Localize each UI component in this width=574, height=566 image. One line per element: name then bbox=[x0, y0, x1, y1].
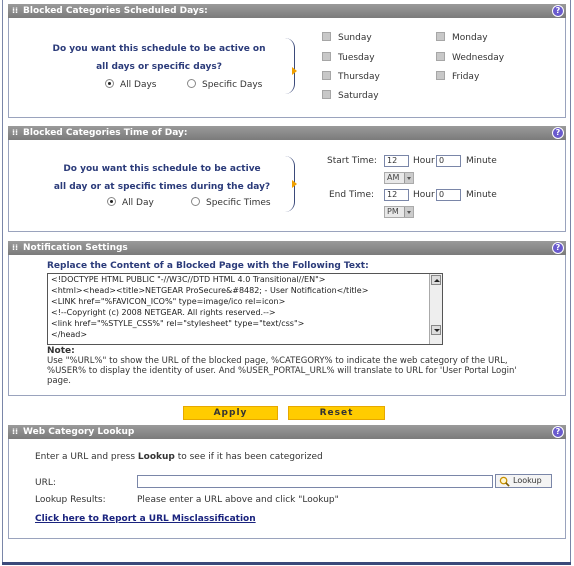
day-label: Saturday bbox=[338, 91, 379, 101]
time-of-day-question bbox=[47, 160, 277, 196]
minute-label: Minute bbox=[466, 156, 497, 166]
time-of-day-header bbox=[8, 126, 566, 140]
day-label: Sunday bbox=[338, 33, 372, 43]
day-label: Thursday bbox=[338, 72, 380, 82]
scheduled-days-title: Blocked Categories Scheduled Days: bbox=[23, 6, 208, 16]
help-icon[interactable]: ? bbox=[552, 242, 564, 254]
textarea-scrollbar[interactable] bbox=[429, 274, 442, 344]
start-minute-input[interactable]: 0 bbox=[436, 155, 461, 167]
grip-icon: ⁞⁞ bbox=[12, 427, 19, 436]
arrow-icon bbox=[292, 180, 297, 188]
textarea-line: <html><head><title>NETGEAR ProSecure&#8482; - User Notification</title> bbox=[51, 286, 369, 295]
reset-button[interactable]: Reset bbox=[288, 406, 385, 420]
lookup-header bbox=[8, 425, 566, 439]
day-checkbox-saturday[interactable] bbox=[322, 90, 379, 101]
radio-selected-icon bbox=[105, 79, 114, 88]
day-checkbox-monday[interactable] bbox=[436, 32, 488, 43]
all-days-label: All Days bbox=[120, 80, 157, 90]
specific-days-radio[interactable] bbox=[187, 79, 262, 90]
notification-header bbox=[8, 241, 566, 255]
all-day-label: All Day bbox=[122, 198, 154, 208]
specific-times-label: Specific Times bbox=[206, 198, 271, 208]
textarea-line: <!DOCTYPE HTML PUBLIC "-//W3C//DTD HTML 4.0 Transitional//EN"> bbox=[51, 275, 326, 284]
textarea-line: <LINK href="%FAVICON_ICO%" type=image/ico rel=icon> bbox=[51, 297, 286, 306]
blocked-page-textarea[interactable] bbox=[47, 273, 443, 345]
lookup-results-text: Please enter a URL above and click "Lookup" bbox=[137, 495, 339, 505]
page-bottom-border bbox=[2, 562, 571, 565]
note-text bbox=[47, 356, 557, 386]
question-line: all day or at specific times during the day? bbox=[53, 182, 271, 192]
question-line: all days or specific days? bbox=[96, 62, 222, 72]
lookup-intro bbox=[35, 452, 323, 462]
lookup-button-label: Lookup bbox=[513, 476, 542, 485]
lookup-intro-text: to see if it has been categorized bbox=[174, 452, 323, 462]
textarea-line: <!--Copyright (c) 2008 NETGEAR. All rights reserved.--> bbox=[51, 308, 276, 317]
notification-title: Notification Settings bbox=[23, 243, 128, 253]
note-line: page. bbox=[47, 376, 71, 386]
hour-label: Hour bbox=[413, 190, 435, 200]
grip-icon: ⁞⁞ bbox=[12, 128, 19, 137]
all-days-radio[interactable] bbox=[105, 79, 156, 90]
url-input[interactable] bbox=[137, 475, 493, 488]
chevron-down-icon bbox=[404, 207, 413, 217]
note-line: Use "%URL%" to show the URL of the blocked page, %CATEGORY% to indicate the web category of the URL, bbox=[47, 356, 508, 366]
start-hour-input[interactable]: 12 bbox=[384, 155, 409, 167]
day-label: Friday bbox=[452, 72, 480, 82]
magnifier-icon bbox=[499, 476, 510, 487]
notification-panel bbox=[8, 255, 566, 396]
url-label: URL: bbox=[35, 478, 56, 488]
checkbox-icon bbox=[436, 52, 445, 61]
day-checkbox-friday[interactable] bbox=[436, 71, 479, 82]
start-ampm-value: AM bbox=[387, 173, 400, 182]
help-icon[interactable]: ? bbox=[552, 127, 564, 139]
lookup-panel bbox=[8, 439, 566, 539]
scroll-down-icon[interactable] bbox=[431, 325, 441, 335]
hour-label: Hour bbox=[413, 156, 435, 166]
checkbox-icon bbox=[436, 71, 445, 80]
scheduled-days-header bbox=[8, 4, 566, 18]
checkbox-icon bbox=[322, 90, 331, 99]
specific-days-label: Specific Days bbox=[202, 80, 263, 90]
specific-times-radio[interactable] bbox=[191, 197, 271, 208]
end-ampm-value: PM bbox=[387, 207, 399, 216]
day-label: Monday bbox=[452, 33, 488, 43]
start-time-label: Start Time: bbox=[327, 156, 377, 166]
day-checkbox-wednesday[interactable] bbox=[436, 52, 504, 63]
chevron-down-icon bbox=[404, 173, 413, 183]
brace-divider bbox=[285, 38, 295, 94]
checkbox-icon bbox=[436, 32, 445, 41]
time-of-day-panel bbox=[8, 140, 566, 232]
day-checkbox-thursday[interactable] bbox=[322, 71, 380, 82]
day-label: Wednesday bbox=[452, 53, 505, 63]
radio-selected-icon bbox=[107, 197, 116, 206]
radio-icon bbox=[187, 79, 196, 88]
end-time-label: End Time: bbox=[329, 190, 375, 200]
radio-icon bbox=[191, 197, 200, 206]
arrow-icon bbox=[292, 67, 297, 75]
minute-label: Minute bbox=[466, 190, 497, 200]
lookup-button[interactable] bbox=[495, 474, 552, 488]
all-day-radio[interactable] bbox=[107, 197, 154, 208]
report-misclassification-link[interactable]: Click here to Report a URL Misclassification bbox=[35, 514, 256, 524]
lookup-intro-bold: Lookup bbox=[137, 452, 175, 462]
scroll-up-icon[interactable] bbox=[431, 275, 441, 285]
day-checkbox-tuesday[interactable] bbox=[322, 52, 375, 63]
checkbox-icon bbox=[322, 52, 331, 61]
question-line: Do you want this schedule to be active on bbox=[52, 44, 266, 54]
question-line: Do you want this schedule to be active bbox=[63, 164, 261, 174]
lookup-title: Web Category Lookup bbox=[23, 427, 135, 437]
blocked-page-text-title: Replace the Content of a Blocked Page with the Following Text: bbox=[47, 261, 369, 271]
start-ampm-select[interactable] bbox=[384, 172, 414, 184]
end-hour-input[interactable]: 12 bbox=[384, 189, 409, 201]
lookup-results-label: Lookup Results: bbox=[35, 495, 106, 505]
help-icon[interactable]: ? bbox=[552, 426, 564, 438]
textarea-line: </head> bbox=[51, 330, 88, 339]
note-line: %USER% to display the identity of user. And %USER_PORTAL_URL% will translate to URL for 'User Portal Login' bbox=[47, 366, 517, 376]
scheduled-days-question bbox=[49, 40, 269, 76]
day-label: Tuesday bbox=[338, 53, 375, 63]
textarea-line: <link href="%STYLE_CSS%" rel="stylesheet" type="text/css"> bbox=[51, 319, 305, 328]
note-label: Note: bbox=[47, 346, 75, 356]
day-checkbox-sunday[interactable] bbox=[322, 32, 372, 43]
grip-icon: ⁞⁞ bbox=[12, 6, 19, 15]
checkbox-icon bbox=[322, 32, 331, 41]
checkbox-icon bbox=[322, 71, 331, 80]
lookup-intro-text: Enter a URL and press bbox=[35, 452, 138, 462]
apply-button[interactable]: Apply bbox=[183, 406, 278, 420]
scheduled-days-panel bbox=[8, 18, 566, 118]
end-ampm-select[interactable] bbox=[384, 206, 414, 218]
end-minute-input[interactable]: 0 bbox=[436, 189, 461, 201]
grip-icon: ⁞⁞ bbox=[12, 243, 19, 252]
time-of-day-title: Blocked Categories Time of Day: bbox=[23, 128, 188, 138]
help-icon[interactable]: ? bbox=[552, 5, 564, 17]
